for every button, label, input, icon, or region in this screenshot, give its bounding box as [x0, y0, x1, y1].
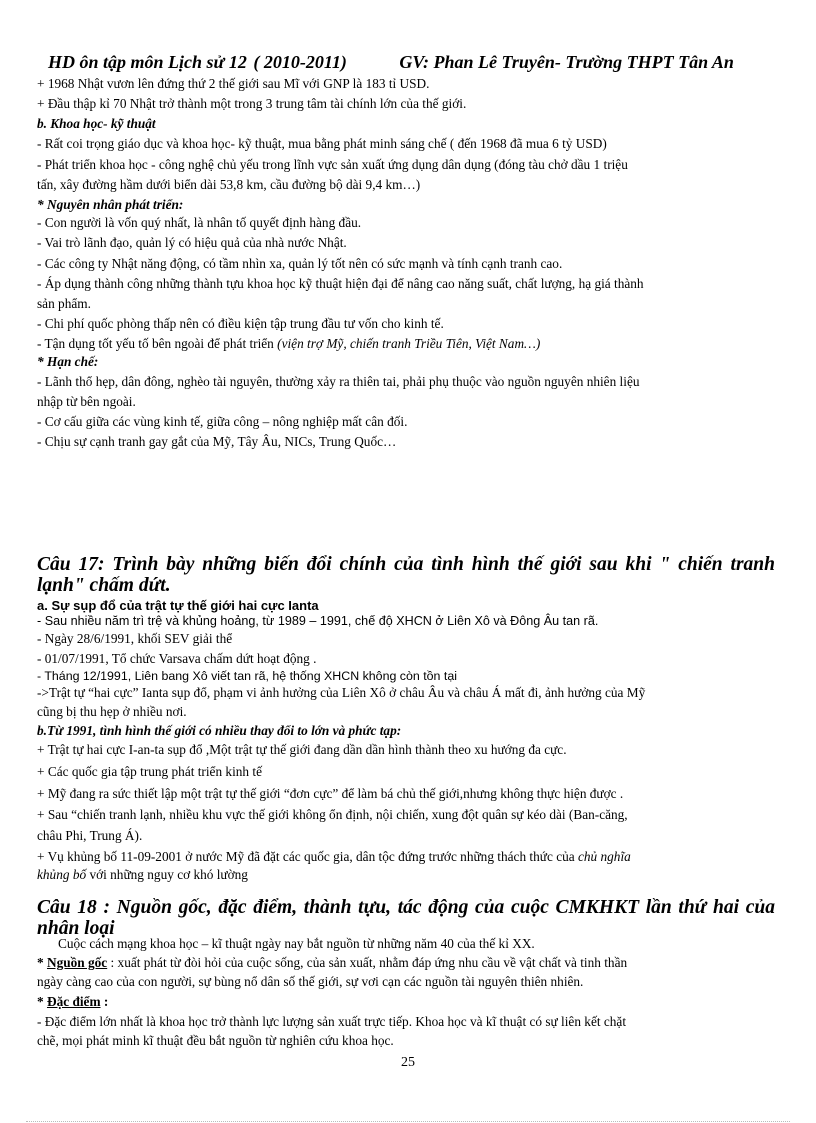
text-line: - Ngày 28/6/1991, khối SEV giải thể — [37, 631, 233, 646]
section-heading: * Hạn chế: — [37, 354, 99, 369]
text-line: - Vai trò lãnh đạo, quản lý có hiệu quả của nhà nước Nhật. — [37, 235, 347, 250]
text-line: - Chi phí quốc phòng thấp nên có điều kiện tập trung đầu tư vốn cho kinh tế. — [37, 316, 444, 331]
section-heading: b. Khoa học- kỹ thuật — [37, 116, 156, 131]
text-segment-italic: chủ nghĩa — [577, 849, 631, 864]
text-line: cũng bị thu hẹp ở nhiều nơi. — [37, 704, 187, 719]
text-line: nhập từ bên ngoài. — [37, 394, 136, 409]
section-heading: * Nguyên nhân phát triển: — [37, 197, 184, 212]
page-number: 25 — [401, 1055, 415, 1070]
text-line: ngày càng cao của con người, sự bùng nổ dân số thế giới, sự vơi cạn các nguồn tài nguyên thiên nhiên. — [37, 974, 584, 989]
section-heading: b.Từ 1991, tình hình thế giới có nhiều thay đổi to lớn và phức tạp: — [37, 723, 402, 738]
header-subject-2: Lịch sử 12 — [168, 52, 247, 72]
text-line: - Lãnh thổ hẹp, dân đông, nghèo tài nguyên, thường xảy ra thiên tai, phải phụ thuộc vào nguồn nguyên nhiên liệu — [37, 374, 640, 389]
question-17-title: Câu 17: Trình bày những biến đổi chính của tình hình thế giới sau khi " chiến tranh lạnh" chấm dứt. — [37, 554, 775, 596]
bullet-star: * — [37, 994, 47, 1009]
text-line: - Con người là vốn quý nhất, là nhân tố quyết định hàng đầu. — [37, 215, 362, 230]
text-line: - Sau nhiều năm trì trệ và khủng hoảng, từ 1989 – 1991, chế độ XHCN ở Liên Xô và Đông Âu tan rã. — [37, 614, 599, 628]
text-line — [37, 335, 772, 352]
header-teacher: GV: Phan Lê Truyên- Trường THPT Tân An — [399, 52, 734, 72]
label-nguon-goc: Nguồn gốc — [46, 955, 108, 970]
text-line: + Sau “chiến tranh lạnh, nhiều khu vực thế giới không ổn định, nội chiến, xung đột quân sự kéo dài (Ban-căng, — [37, 807, 628, 822]
text-segment: : xuất phát từ đòi hỏi của cuộc sống, của sản xuất, nhằm đáp ứng nhu cầu về vật chất và tinh thần — [107, 955, 628, 970]
text-line: ->Trật tự “hai cực” Ianta sụp đổ, phạm vi ảnh hưởng của Liên Xô ở châu Âu và châu Á mất đi, ảnh hưởng của Mỹ — [37, 685, 646, 700]
text-line: - Các công ty Nhật năng động, có tầm nhìn xa, quản lý tốt nên có sức mạnh và tính cạnh tranh cao. — [37, 256, 563, 271]
text-line — [37, 848, 772, 865]
text-line — [37, 866, 772, 883]
text-line: chẽ, mọi phát minh kĩ thuật đều bắt nguồn từ nghiên cứu khoa học. — [37, 1033, 394, 1048]
section-heading: a. Sự sụp đổ của trật tự thế giới hai cực Ianta — [37, 598, 319, 613]
text-line: - Phát triển khoa học - công nghệ chủ yếu trong lĩnh vực sản xuất ứng dụng dân dụng (đóng tàu chở dầu 1 triệu — [37, 157, 628, 172]
text-line: - Đặc điểm lớn nhất là khoa học trở thành lực lượng sản xuất trực tiếp. Khoa học và kĩ thuật có sự liên kết chặt — [37, 1014, 627, 1029]
question-18-title: Câu 18 : Nguồn gốc, đặc điểm, thành tựu, tác động của cuộc CMKHKT lần thứ hai của nhân loại — [37, 897, 775, 939]
header-year: ( 2010-2011) — [253, 52, 347, 72]
text-line: + Đầu thập kỉ 70 Nhật trở thành một trong 3 trung tâm tài chính lớn của thế giới. — [37, 96, 467, 111]
page-divider — [26, 1121, 790, 1122]
text-line: - Tháng 12/1991, Liên bang Xô viết tan rã, hệ thống XHCN không còn tồn tại — [37, 669, 457, 683]
text-line: + 1968 Nhật vươn lên đứng thứ 2 thế giới sau Mĩ với GNP là 183 tỉ USD. — [37, 76, 430, 91]
text-segment: với những nguy cơ khó lường — [86, 867, 248, 882]
page-header — [48, 52, 788, 73]
text-line: - Áp dụng thành công những thành tựu khoa học kỹ thuật hiện đại để nâng cao năng suất, chất lượng, hạ giá thành — [37, 276, 644, 291]
text-segment: - Tận dụng tốt yếu tố bên ngoài để phát triển — [37, 336, 278, 351]
text-line: sản phẩm. — [37, 296, 91, 311]
text-segment-italic: (viện trợ Mỹ, chiến tranh Triều Tiên, Việt Nam…) — [277, 336, 541, 351]
text-line: - Chịu sự cạnh tranh gay gắt của Mỹ, Tây Âu, NICs, Trung Quốc… — [37, 434, 397, 449]
label-dac-diem: Đặc điểm — [46, 994, 101, 1009]
text-segment-italic: khủng bố — [37, 867, 87, 882]
text-segment: + Vụ khủng bố 11-09-2001 ở nước Mỹ đã đặt các quốc gia, dân tộc đứng trước những thách thức của — [37, 849, 578, 864]
text-line: Cuộc cách mạng khoa học – kĩ thuật ngày nay bắt nguồn từ những năm 40 của thế kỉ XX. — [58, 936, 535, 951]
text-line — [37, 954, 772, 971]
text-line: - Rất coi trọng giáo dục và khoa học- kỹ thuật, mua bằng phát minh sáng chế ( đến 1968 đã mua 6 tỷ USD) — [37, 136, 607, 151]
text-line — [37, 993, 772, 1010]
text-line: - 01/07/1991, Tổ chức Varsava chấm dứt hoạt động . — [37, 651, 317, 666]
text-line: châu Phi, Trung Á). — [37, 828, 143, 843]
text-line: - Cơ cấu giữa các vùng kinh tế, giữa công – nông nghiệp mất cân đối. — [37, 414, 408, 429]
bullet-star: * — [37, 955, 47, 970]
text-line: + Trật tự hai cực I-an-ta sụp đổ ,Một trật tự thế giới đang dần dần hình thành theo xu hướng đa cực. — [37, 742, 567, 757]
text-line: tấn, xây đường hầm dưới biển dài 53,8 km, cầu đường bộ dài 9,4 km…) — [37, 177, 421, 192]
text-line: + Các quốc gia tập trung phát triển kinh tế — [37, 764, 262, 779]
text-line: + Mỹ đang ra sức thiết lập một trật tự thế giới “đơn cực” để làm bá chủ thế giới,nhưng không thực hiện được . — [37, 786, 624, 801]
header-subject: HD ôn tập môn — [48, 52, 164, 72]
text-segment: : — [100, 994, 109, 1009]
